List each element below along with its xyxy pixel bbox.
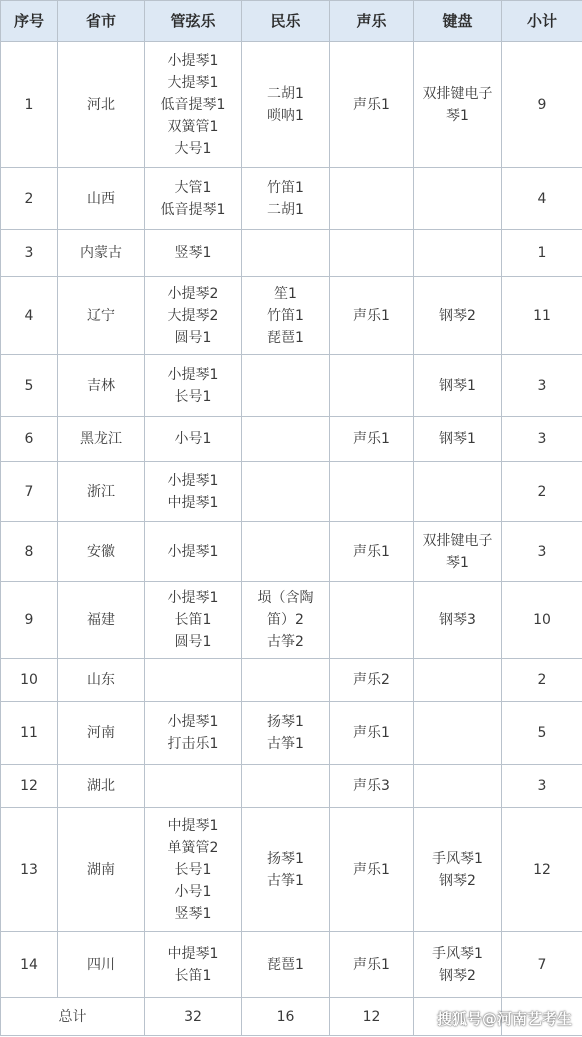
orchestral-cell-line: 中提琴1 <box>167 494 219 511</box>
folk-cell <box>242 702 330 765</box>
subtotal-cell: 3 <box>502 355 582 417</box>
row-number: 5 <box>1 355 58 417</box>
orchestral-cell-line: 单簧管2 <box>167 839 219 856</box>
folk-cell <box>242 462 330 522</box>
total-orchestral: 32 <box>145 998 242 1036</box>
folk-cell-line: 埙（含陶 <box>257 590 314 606</box>
header-orchestral: 管弦乐 <box>145 1 242 42</box>
folk-cell-line: 古筝1 <box>267 736 304 752</box>
folk-cell <box>242 277 330 355</box>
orchestral-cell-line: 圆号1 <box>174 329 212 346</box>
orchestral-cell <box>145 230 242 277</box>
total-label: 总计 <box>1 998 145 1036</box>
subtotal-cell: 4 <box>502 168 582 230</box>
keyboard-cell <box>414 765 502 808</box>
keyboard-cell <box>414 417 502 462</box>
vocal-cell <box>330 355 414 417</box>
orchestral-cell-line: 小号1 <box>174 431 212 447</box>
table-row <box>1 462 582 522</box>
vocal-cell-line: 声乐1 <box>353 725 390 741</box>
orchestral-cell-line: 大提琴1 <box>167 74 219 91</box>
folk-cell-line: 竹笛1 <box>267 179 304 196</box>
table-row <box>1 277 582 355</box>
folk-cell-line: 扬琴1 <box>267 850 304 867</box>
orchestral-cell-line: 竖琴1 <box>174 245 212 261</box>
province-cell: 内蒙古 <box>58 230 145 277</box>
vocal-cell <box>330 417 414 462</box>
folk-cell-line: 竹笛1 <box>267 307 304 324</box>
table-row <box>1 230 582 277</box>
folk-cell <box>242 765 330 808</box>
keyboard-cell-line: 钢琴2 <box>439 307 476 324</box>
subtotal-cell: 10 <box>502 582 582 659</box>
vocal-cell <box>330 808 414 932</box>
province-cell: 浙江 <box>58 462 145 522</box>
province-cell: 湖北 <box>58 765 145 808</box>
folk-cell-line: 二胡1 <box>267 201 304 218</box>
orchestral-cell <box>145 808 242 932</box>
row-number: 12 <box>1 765 58 808</box>
table-row <box>1 168 582 230</box>
province-cell: 安徽 <box>58 522 145 582</box>
header-province: 省市 <box>58 1 145 42</box>
orchestral-cell-line: 大提琴2 <box>167 307 219 324</box>
keyboard-cell-line: 钢琴1 <box>439 431 476 447</box>
header-vocal: 声乐 <box>330 1 414 42</box>
vocal-cell-line: 声乐1 <box>353 307 390 324</box>
keyboard-cell-line: 钢琴2 <box>439 872 476 889</box>
table-row <box>1 355 582 417</box>
header-subtotal: 小计 <box>502 1 582 42</box>
folk-cell-line: 扬琴1 <box>267 714 304 730</box>
orchestral-cell-line: 中提琴1 <box>167 817 219 834</box>
keyboard-cell <box>414 522 502 582</box>
vocal-cell-line: 声乐1 <box>353 543 390 560</box>
vocal-cell-line: 声乐1 <box>353 431 390 447</box>
orchestral-cell-line: 小号1 <box>174 883 212 900</box>
header-folk: 民乐 <box>242 1 330 42</box>
orchestral-cell-line: 小提琴1 <box>167 543 219 560</box>
table-row <box>1 702 582 765</box>
orchestral-cell-line: 小提琴2 <box>167 285 219 302</box>
orchestral-cell <box>145 659 242 702</box>
orchestral-cell-line: 小提琴1 <box>167 52 219 69</box>
row-number: 14 <box>1 932 58 998</box>
province-cell: 山东 <box>58 659 145 702</box>
folk-cell <box>242 230 330 277</box>
vocal-cell <box>330 522 414 582</box>
vocal-cell <box>330 462 414 522</box>
province-cell: 吉林 <box>58 355 145 417</box>
row-number: 7 <box>1 462 58 522</box>
total-folk: 16 <box>242 998 330 1036</box>
row-number: 10 <box>1 659 58 702</box>
subtotal-cell: 2 <box>502 462 582 522</box>
folk-cell-line: 唢呐1 <box>267 107 304 124</box>
row-number: 13 <box>1 808 58 932</box>
orchestral-cell-line: 长笛1 <box>174 612 212 628</box>
keyboard-cell-line: 手风琴1 <box>432 945 483 962</box>
folk-cell <box>242 932 330 998</box>
keyboard-cell-line: 钢琴2 <box>439 967 476 984</box>
orchestral-cell-line: 小提琴1 <box>167 472 219 489</box>
vocal-cell <box>330 659 414 702</box>
province-cell: 四川 <box>58 932 145 998</box>
orchestral-cell-line: 小提琴1 <box>167 366 219 383</box>
keyboard-cell <box>414 462 502 522</box>
province-cell: 河南 <box>58 702 145 765</box>
orchestral-cell <box>145 355 242 417</box>
keyboard-cell-line: 琴1 <box>446 107 469 124</box>
folk-cell <box>242 659 330 702</box>
orchestral-cell-line: 打击乐1 <box>167 736 219 752</box>
orchestral-cell <box>145 462 242 522</box>
vocal-cell-line: 声乐1 <box>353 861 390 878</box>
vocal-cell <box>330 765 414 808</box>
row-number: 1 <box>1 42 58 168</box>
vocal-cell-line: 声乐2 <box>353 672 390 688</box>
keyboard-cell <box>414 168 502 230</box>
subtotal-cell: 1 <box>502 230 582 277</box>
province-cell: 山西 <box>58 168 145 230</box>
keyboard-cell <box>414 230 502 277</box>
folk-cell <box>242 522 330 582</box>
folk-cell-line: 二胡1 <box>267 85 304 102</box>
total-vocal: 12 <box>330 998 414 1036</box>
keyboard-cell-line: 琴1 <box>446 554 469 571</box>
keyboard-cell <box>414 42 502 168</box>
folk-cell <box>242 417 330 462</box>
table-row <box>1 808 582 932</box>
row-number: 9 <box>1 582 58 659</box>
orchestral-cell-line: 中提琴1 <box>167 945 219 962</box>
folk-cell <box>242 168 330 230</box>
vocal-cell <box>330 42 414 168</box>
orchestral-cell-line: 小提琴1 <box>167 590 219 606</box>
subtotal-cell: 2 <box>502 659 582 702</box>
keyboard-cell-line: 手风琴1 <box>432 850 483 867</box>
folk-cell-line: 古筝2 <box>267 634 304 650</box>
keyboard-cell <box>414 932 502 998</box>
province-cell: 福建 <box>58 582 145 659</box>
keyboard-cell-line: 钢琴1 <box>439 377 476 394</box>
watermark: 搜狐号@河南艺考生 <box>436 1010 572 1028</box>
orchestral-cell-line: 长号1 <box>174 861 212 878</box>
orchestral-cell <box>145 522 242 582</box>
vocal-cell <box>330 702 414 765</box>
table-row <box>1 522 582 582</box>
vocal-cell <box>330 932 414 998</box>
keyboard-cell <box>414 808 502 932</box>
vocal-cell <box>330 582 414 659</box>
folk-cell-line: 笛）2 <box>267 612 304 628</box>
orchestral-cell-line: 低音提琴1 <box>160 201 226 218</box>
province-cell: 湖南 <box>58 808 145 932</box>
province-cell: 辽宁 <box>58 277 145 355</box>
orchestral-cell-line: 竖琴1 <box>174 905 212 922</box>
folk-cell <box>242 808 330 932</box>
folk-cell-line: 笙1 <box>274 285 297 302</box>
folk-cell <box>242 355 330 417</box>
subtotal-cell: 3 <box>502 765 582 808</box>
subtotal-cell: 7 <box>502 932 582 998</box>
vocal-cell <box>330 230 414 277</box>
orchestral-cell-line: 长笛1 <box>174 967 212 984</box>
orchestral-cell-line: 大管1 <box>174 179 212 196</box>
header-row <box>1 1 582 42</box>
orchestral-cell-line: 低音提琴1 <box>160 96 226 113</box>
orchestral-cell-line: 圆号1 <box>174 634 212 650</box>
orchestral-cell <box>145 168 242 230</box>
folk-cell <box>242 42 330 168</box>
keyboard-cell <box>414 582 502 659</box>
folk-cell-line: 琵琶1 <box>267 329 304 346</box>
folk-cell-line: 琵琶1 <box>267 956 304 973</box>
subtotal-cell: 5 <box>502 702 582 765</box>
row-number: 8 <box>1 522 58 582</box>
keyboard-cell-line: 双排键电子 <box>422 532 493 549</box>
row-number: 6 <box>1 417 58 462</box>
orchestral-cell-line: 小提琴1 <box>167 714 219 730</box>
orchestral-cell <box>145 417 242 462</box>
vocal-cell-line: 声乐1 <box>353 96 390 113</box>
keyboard-cell <box>414 702 502 765</box>
province-cell: 黑龙江 <box>58 417 145 462</box>
table-row <box>1 659 582 702</box>
keyboard-cell-line: 钢琴3 <box>439 612 476 628</box>
vocal-cell-line: 声乐3 <box>353 778 390 794</box>
keyboard-cell <box>414 355 502 417</box>
orchestral-cell <box>145 582 242 659</box>
orchestral-cell <box>145 42 242 168</box>
subtotal-cell: 3 <box>502 522 582 582</box>
folk-cell <box>242 582 330 659</box>
orchestral-cell <box>145 277 242 355</box>
folk-cell-line: 古筝1 <box>267 872 304 889</box>
row-number: 4 <box>1 277 58 355</box>
row-number: 11 <box>1 702 58 765</box>
orchestral-cell-line: 长号1 <box>174 388 212 405</box>
keyboard-cell-line: 双排键电子 <box>422 85 493 102</box>
vocal-cell-line: 声乐1 <box>353 956 390 973</box>
keyboard-cell <box>414 277 502 355</box>
subtotal-cell: 3 <box>502 417 582 462</box>
orchestral-cell <box>145 932 242 998</box>
table-row <box>1 42 582 168</box>
table-row <box>1 932 582 998</box>
subtotal-cell: 12 <box>502 808 582 932</box>
row-number: 2 <box>1 168 58 230</box>
orchestral-cell-line: 双簧管1 <box>167 118 219 135</box>
subtotal-cell: 11 <box>502 277 582 355</box>
vocal-cell <box>330 168 414 230</box>
table-row <box>1 417 582 462</box>
table-row <box>1 582 582 659</box>
header-keyboard: 键盘 <box>414 1 502 42</box>
vocal-cell <box>330 277 414 355</box>
header-no: 序号 <box>1 1 58 42</box>
subtotal-cell: 9 <box>502 42 582 168</box>
row-number: 3 <box>1 230 58 277</box>
table-row <box>1 765 582 808</box>
orchestral-cell <box>145 765 242 808</box>
province-cell: 河北 <box>58 42 145 168</box>
orchestral-cell <box>145 702 242 765</box>
orchestral-cell-line: 大号1 <box>174 140 212 157</box>
keyboard-cell <box>414 659 502 702</box>
